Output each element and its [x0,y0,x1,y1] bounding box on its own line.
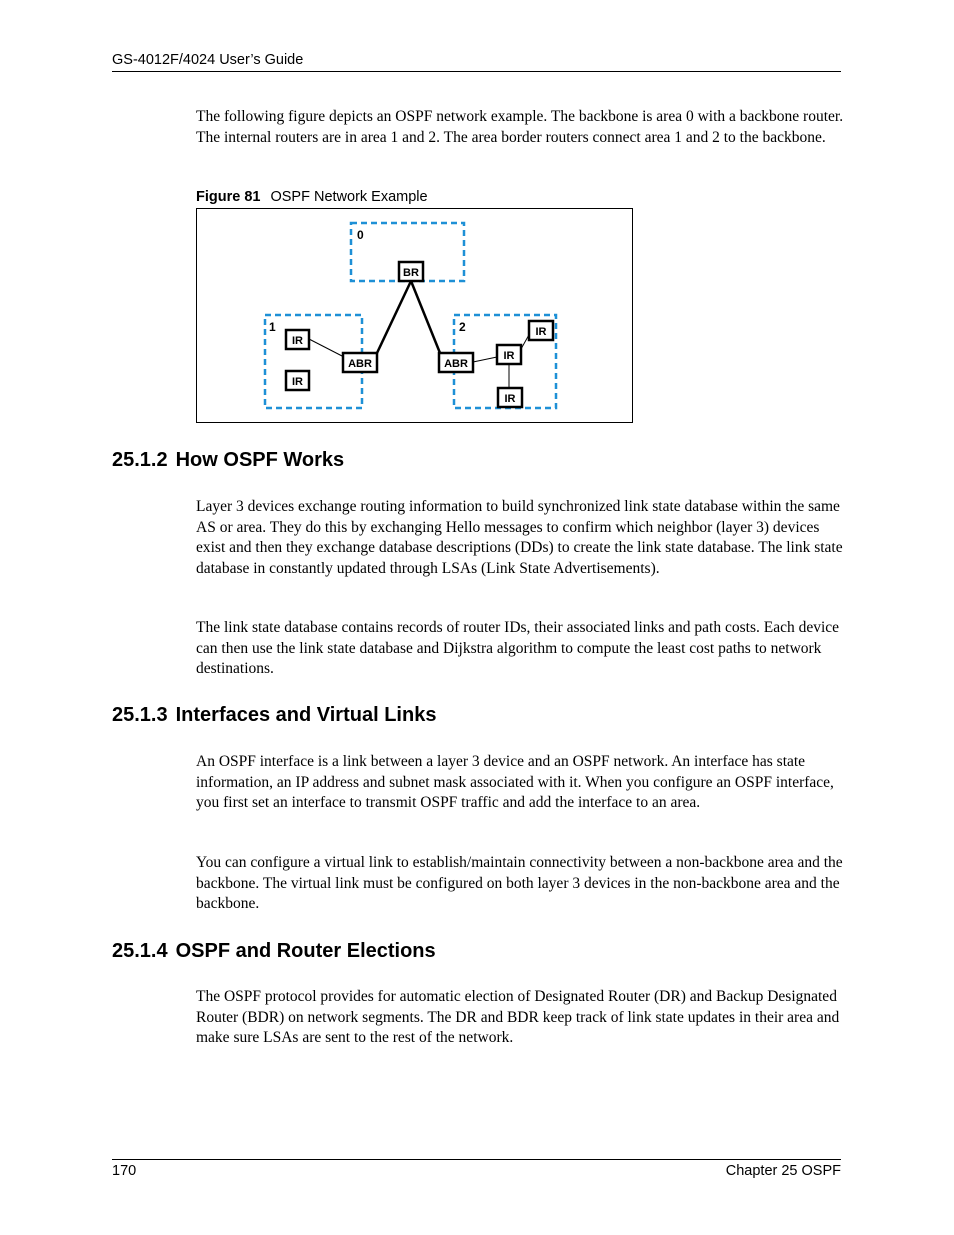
section-heading-interfaces-virtual-links [112,704,436,727]
paragraph: Layer 3 devices exchange routing information to build synchronized link state database within the same AS or area. They do this by exchanging Hello messages to confirm which neighbor (layer 3) devices exist and then they exchange database descriptions (DDs) to create the link state database. The link state database in constantly updated through LSAs (Link State Advertisements). [196,498,843,577]
ospf-network-diagram [196,208,633,423]
figure-number: Figure 81 [196,189,261,205]
section-number: 25.1.4 [112,940,168,962]
figure-title: OSPF Network Example [270,189,428,205]
paragraph: An OSPF interface is a link between a layer 3 device and an OSPF network. An interface has state information, an IP address and subnet mask associated with it. When you configure an OSPF interface, you first set an interface to transmit OSPF traffic and add the interface to an area. [196,753,834,811]
area-0-label: 0 [357,228,364,242]
figure-caption [196,189,428,205]
header-rule [112,71,841,72]
ir-area2-bottom-node [498,388,522,407]
ir-area2-top-label: IR [535,326,547,338]
link-br-abr-right [411,281,440,353]
ir-area1-bottom-label: IR [292,376,303,388]
ir-area2-top-node [529,321,553,340]
section-number: 25.1.2 [112,449,168,471]
link-br-abr-left [377,281,411,353]
paragraph: You can configure a virtual link to establish/maintain connectivity between a non-backbone area and the backbone. The virtual link must be configured on both layer 3 devices in the non-backbone area and the backbone. [196,854,843,912]
footer-page-number: 170 [112,1163,137,1179]
page-header-title: GS-4012F/4024 User’s Guide [112,52,304,68]
section-heading-ospf-router-elections [112,940,436,963]
footer-chapter-title: Chapter 25 OSPF [725,1163,841,1179]
paragraph: The link state database contains records of router IDs, their associated links and path costs. Each device can then use the link state database and Dijkstra algorithm to compute the least cost paths to network destinations. [196,619,840,677]
intro-paragraph: The following figure depicts an OSPF network example. The backbone is area 0 with a backbone router. The internal routers are in area 1 and 2. The area border routers connect area 1 and 2 to the backbone. [196,108,844,146]
footer-rule [112,1159,841,1160]
abr-left-label: ABR [348,358,372,370]
br-label: BR [403,267,419,279]
ir-area1-top-node [286,330,309,349]
abr-right-node [439,353,473,372]
ir-area1-top-label: IR [292,335,303,347]
abr-right-label: ABR [444,358,468,370]
paragraph: The OSPF protocol provides for automatic election of Designated Router (DR) and Backup Designated Router (BDR) on network segments. The DR and BDR keep track of link state updates in their area and make sure LSAs are sent to the rest of the network. [196,988,840,1046]
link-ir-a2-middle-abr [473,357,497,362]
abr-left-node [343,353,377,372]
link-ir-a1-top-abr [309,339,344,357]
ir-area2-bottom-label: IR [504,393,516,405]
section-title: Interfaces and Virtual Links [175,704,437,726]
ir-area2-middle-label: IR [503,350,515,362]
section-number: 25.1.3 [112,704,168,726]
section-title: How OSPF Works [175,449,345,471]
area-2-label: 2 [459,320,466,334]
ir-area1-bottom-node [286,371,309,390]
area-1-label: 1 [269,320,276,334]
section-heading-how-ospf-works [112,449,344,472]
br-node [399,262,423,281]
section-title: OSPF and Router Elections [175,940,436,962]
ir-area2-middle-node [497,345,521,364]
